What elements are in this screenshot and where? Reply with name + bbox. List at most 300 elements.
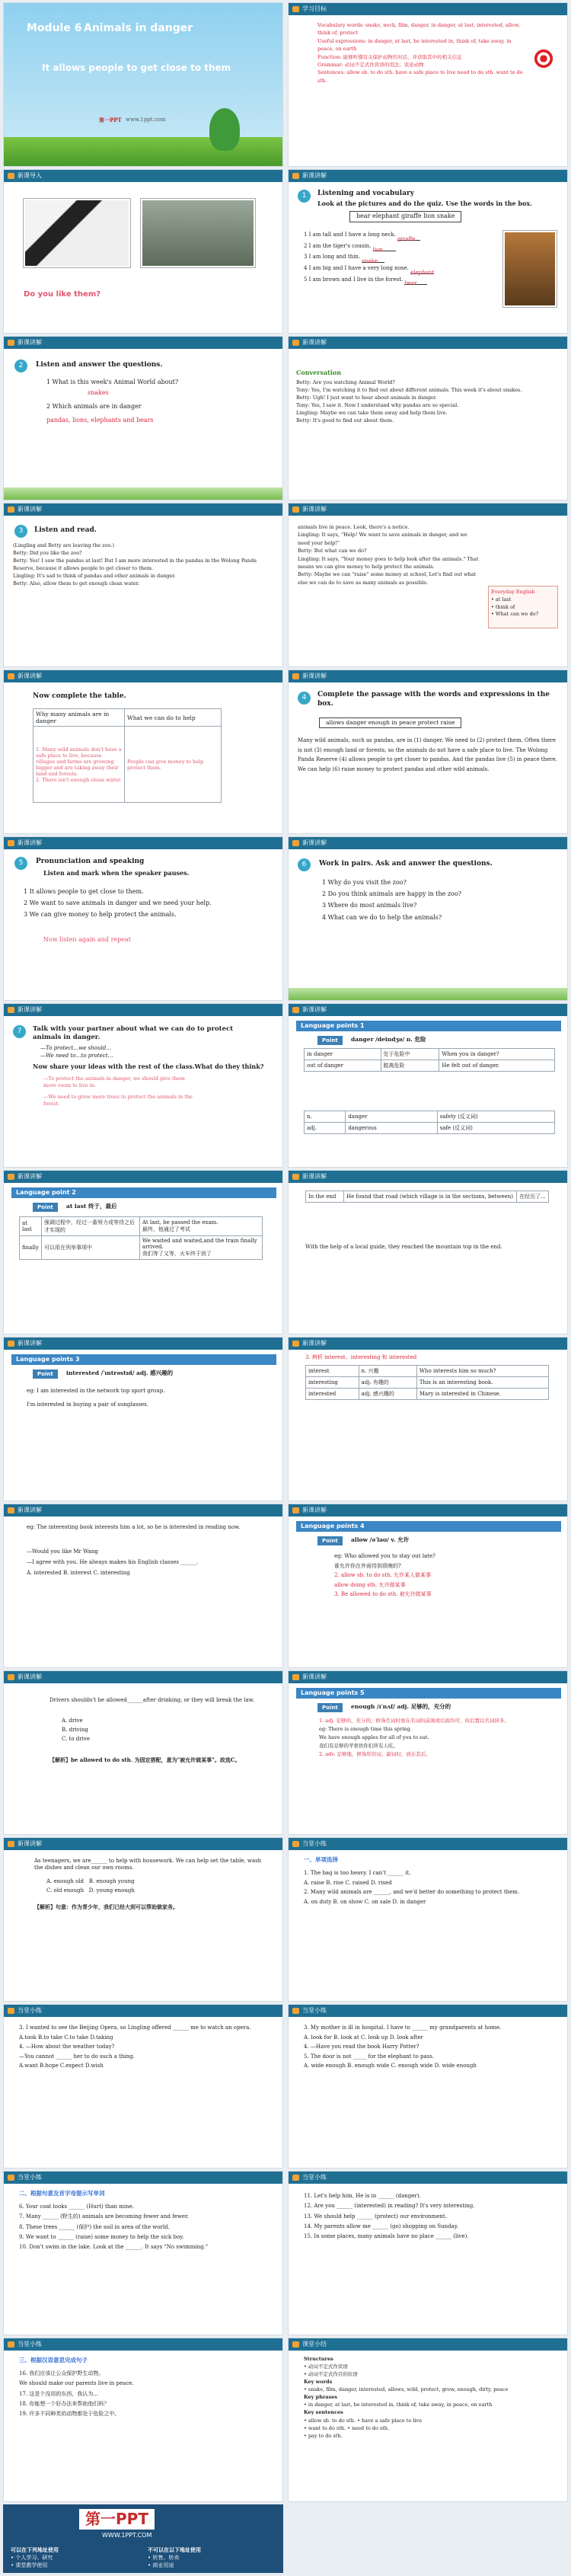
header-icon xyxy=(292,340,299,346)
table-row: n. danger safety (反义词) xyxy=(305,1111,555,1123)
exercise-question: 13. We should help ______ (protect) our environment. xyxy=(304,2213,447,2220)
slide-practice-allow xyxy=(3,1670,283,1835)
activity-title: Listen and answer the questions. xyxy=(36,361,163,369)
conversation-title: Conversation xyxy=(296,369,342,376)
header-new: 新课讲解 xyxy=(4,1504,282,1517)
exercise-question: As teenagers, we are______ to help with housework. We can help set the table, wash the dishes and clean our own rooms. xyxy=(34,1858,262,1871)
dialogue-line: —I agree with you. He always makes his English classes ______. xyxy=(27,1559,199,1565)
activity-instruction: Look at the pictures and do the quiz. Use the words in the box. xyxy=(317,200,532,207)
exercise-question: 10. Don't swim in the lake. Look at the ______. It says "No swimming." xyxy=(19,2244,209,2251)
reading-line: Betty: Yes! I saw the pandas at last! But I am more interested in the pandas in the Wolong Panda Reserve, because it allows people to get closer to them. xyxy=(13,558,257,572)
slide-language-3 xyxy=(3,1337,283,1501)
header-new: 新课讲解 xyxy=(4,670,282,682)
reading-line: Betty: Also, allow them to get enough clean water. xyxy=(13,580,140,587)
summary-item: • want to do sth. • need to do sth. xyxy=(304,2424,390,2431)
slide-practice-interest xyxy=(3,1504,283,1668)
header-icon xyxy=(8,1174,14,1180)
header-new: 新课讲解 xyxy=(289,503,567,516)
exercise-question: 12. Are you ______ (interested) in reading? It's very interesting. xyxy=(304,2203,475,2210)
table-row: in danger 处于危险中 When you in danger? xyxy=(305,1049,555,1060)
note-line: 1. adj. 足够的，充分的，修饰名词时放在名词的前面或后面均可，但后置以名词居多。 xyxy=(319,1718,509,1724)
slide-ad xyxy=(3,2504,283,2573)
quiz-lines xyxy=(304,229,494,285)
brand-url[interactable]: WWW.1PPT.COM xyxy=(102,2532,152,2539)
slide-language-1 xyxy=(288,1003,568,1168)
exercise-title: 二、根据句意及首字母提示写单词 xyxy=(19,2190,105,2197)
point-title: allow /əˈlaʊ/ v. 允许 xyxy=(351,1536,410,1543)
header-practice: 当堂小练 xyxy=(4,2338,282,2351)
header-icon xyxy=(8,673,14,679)
slide-practice-1 xyxy=(288,1837,568,2002)
header-icon xyxy=(8,840,14,846)
summary-item: • allow sb. to do sth. • have a safe place to live xyxy=(304,2417,423,2424)
answer-2: pandas, lions, elephants and bears xyxy=(46,417,154,423)
exercise-question: 3. I wanted to see the Beijing Opera, so Lingling offered ______ me to watch an opera. xyxy=(19,2025,251,2031)
quiz-answer: elephant xyxy=(410,267,434,274)
header-icon xyxy=(292,1007,299,1013)
slide-pairs xyxy=(288,836,568,1001)
note-line: 3. Be allowed to do sth. 被允许做某事 xyxy=(334,1591,432,1598)
answer-options: A.took B.to take C.to take D.taking xyxy=(19,2034,113,2041)
exercise-question: 4. —How about the weather today? xyxy=(19,2044,115,2050)
exercise-list xyxy=(304,2191,555,2242)
exercise-question: 5. The door is not _____ for the elephant to pass. xyxy=(304,2053,435,2060)
question-2: 2 Which animals are in danger xyxy=(46,403,142,410)
goal-item: Function: 能够听懂有关保护动物的对话，并获取其中的相关信息 xyxy=(317,53,462,60)
question: 4 What can we do to help the animals? xyxy=(322,913,442,921)
exercise-question: 9. We want to ______ (raise) some money to help the sick boy. xyxy=(19,2233,184,2240)
header-new: 新课讲解 xyxy=(4,337,282,349)
header-icon xyxy=(8,1341,14,1347)
quiz-answer: bear xyxy=(404,278,427,285)
question: 2 Do you think animals are happy in the zoo? xyxy=(322,890,462,898)
slide-practice-2 xyxy=(3,2004,283,2169)
point-label: Point xyxy=(317,1703,343,1712)
slide-listen-read-2 xyxy=(288,503,568,667)
note-item: • What can we do? xyxy=(491,611,539,618)
disallowed-list: 不可以在以下地址使用 • 转售、转卖 • 商业用途 xyxy=(148,2547,201,2568)
cover-site: www.1ppt.com xyxy=(126,117,166,123)
repeat-prompt: Now listen again and repeat xyxy=(43,936,131,943)
conversation-lines xyxy=(296,379,559,424)
point-title: danger /deindʒə/ n. 危险 xyxy=(351,1036,426,1043)
reading-line: animals live in peace. Look, there's a notice. xyxy=(298,524,410,530)
prompt-line: —To protect…we should… xyxy=(40,1045,112,1051)
header-new: 新课讲解 xyxy=(289,837,567,849)
header-practice: 当堂小练 xyxy=(4,2005,282,2017)
slide-language-5 xyxy=(288,1670,568,1835)
explanation: 【解析】be allowed to do sth. 为固定搭配，意为"被允许做某事"。故选C。 xyxy=(49,1756,241,1763)
slide-listen-read xyxy=(3,503,283,667)
summary-heading: Key words xyxy=(304,2379,333,2386)
activity-title: Listening and vocabulary xyxy=(317,190,415,197)
note-line: allow doing sth. 允许做某事 xyxy=(334,1581,406,1588)
note-line: 我们有足够的苹果供你们所有人吃。 xyxy=(319,1743,398,1750)
dialogue-line: Betty: Ugh! I just want to hear about animals in danger. xyxy=(296,395,437,401)
option[interactable]: D. young enough xyxy=(88,1887,135,1894)
activity-number: 2 xyxy=(14,360,27,372)
table-cell: People can give money to help protect them. xyxy=(125,727,222,803)
exercise-question: 8. These trees ______ (保护) the soil in area of the world. xyxy=(19,2223,170,2230)
reading-line: Lingling: It's sad to think of pandas and other animals in danger. xyxy=(13,573,176,580)
reading-line: (Lingling and Betty are leaving the zoo.) xyxy=(13,542,115,548)
exercise-question: 2. Many wild animals are ______, and we'd better do something to protect them. xyxy=(304,1889,520,1896)
example-sentence: eg: The interesting book interests him a lot, so he is interested in reading now. xyxy=(27,1524,241,1530)
header-practice: 当堂小练 xyxy=(289,1838,567,1850)
header-icon xyxy=(8,340,14,346)
table-cell: 1. Many wild animals don't have a safe place to live, because villages and farms are growing bigger and are taking away their land and forests. 2. There isn't enough clean water. xyxy=(33,727,125,803)
question-list xyxy=(322,877,461,923)
activity-number: 5 xyxy=(14,857,27,870)
header-icon xyxy=(8,173,14,179)
slide-language-2 xyxy=(3,1170,283,1334)
dialogue-line: Betty: Are you watching Animal World? xyxy=(296,379,395,385)
activity-title: Listen and read. xyxy=(34,526,97,534)
header-practice: 当堂小练 xyxy=(289,2005,567,2017)
table-row: interesting adj. 有趣的 This is an interesting book. xyxy=(306,1377,549,1389)
point-title: at last 终于，最后 xyxy=(66,1203,117,1210)
table-row: interest n. 兴趣 Who interests him so much? xyxy=(306,1366,549,1377)
quiz-answer: lion xyxy=(373,244,396,251)
header-icon xyxy=(292,1674,299,1680)
form-table xyxy=(304,1111,555,1134)
answer-options: A. wide enough B. enough wide C. enough wide D. wide enough xyxy=(304,2063,477,2069)
header-icon xyxy=(292,1507,299,1513)
option[interactable]: A. enough old xyxy=(46,1878,85,1884)
module-title: Animals in danger xyxy=(84,22,193,34)
slide-language-3b xyxy=(288,1337,568,1501)
word-box: bear elephant giraffe lion snake xyxy=(349,211,461,222)
cover-subtitle: It allows people to get close to them xyxy=(42,62,231,73)
question-1: 1 What is this week's Animal World about? xyxy=(46,379,179,385)
tree-icon xyxy=(209,108,240,151)
snake-photo xyxy=(503,231,557,307)
exercise-question: Drivers shouldn't be allowed______after drinking, or they will break the law. xyxy=(49,1697,255,1703)
usage-table xyxy=(305,1191,549,1203)
note-line: 2. adv. 足够地，修饰形容词、副词时，放在其后。 xyxy=(319,1751,431,1758)
header-new: 新课讲解 xyxy=(289,1671,567,1683)
reading-line: Betty: Did you like the zoo? xyxy=(13,550,82,557)
sentence-list xyxy=(24,886,212,921)
reading-text xyxy=(13,542,276,587)
usage-table xyxy=(304,1048,555,1072)
exercise-list xyxy=(304,1868,555,1906)
header-icon xyxy=(292,6,299,12)
header-new: 新课讲解 xyxy=(4,1004,282,1016)
slide-practice-enough xyxy=(3,1837,283,2002)
slide-practice-6 xyxy=(3,2338,283,2502)
header-new: 新课讲解 xyxy=(4,1338,282,1350)
point-title: enough /ɪˈnʌf/ adj. 足够的，充分的 xyxy=(351,1703,451,1710)
activity-title: Complete the passage with the words and expressions in the box. xyxy=(317,691,550,708)
option[interactable]: B. enough young xyxy=(88,1878,135,1884)
exercise-question: 6. Your coat looks ______ (Hurt) than mine. xyxy=(19,2204,134,2210)
exercise-question: 17. 这是个没用的东西，我认为... xyxy=(19,2390,99,2397)
slide-cover xyxy=(3,2,283,167)
quiz-line: 2 I am the tiger's cousin. lion xyxy=(304,241,494,252)
dialogue-line: Lingling: Maybe we can take them away and help them live. xyxy=(296,410,448,417)
goal-item: Useful expressions: in danger, at last, be interested in, think of, take away, in peace, on earth xyxy=(317,37,512,53)
compare-table xyxy=(305,1365,549,1400)
header-summary: 课堂小结 xyxy=(289,2338,567,2351)
activity-number: 6 xyxy=(298,858,311,871)
table-row: adj. dangerous safe (反义词) xyxy=(305,1123,555,1134)
reading-line: Lingling: It says, "Your money goes to help look after the animals." That means we can give money to help protect the animals. xyxy=(298,555,479,570)
table-row: In the end He found that road (which village is in the sections, between) 在经历了... xyxy=(306,1191,549,1203)
header-practice: 当堂小练 xyxy=(289,2172,567,2184)
exercise-question: 15. In some places, many animals have no place ______ (live). xyxy=(304,2233,469,2240)
slide-practice-4 xyxy=(3,2171,283,2335)
elephant-photo xyxy=(141,199,255,267)
exercise-list xyxy=(19,2369,270,2419)
activity-title: Talk with your partner about what we can do to protect animals in danger. xyxy=(33,1025,234,1042)
answer-options xyxy=(62,1717,90,1744)
grass-strip xyxy=(4,487,282,500)
header-new: 新课讲解 xyxy=(289,1338,567,1350)
answer-1: snakes xyxy=(88,389,109,396)
header-new: 新课讲解 xyxy=(289,1171,567,1183)
note-line: eg: There is enough time this spring. xyxy=(319,1726,412,1733)
slide-talk xyxy=(3,1003,283,1168)
exercise-question: 7. Many ______ (野生的) animals are becoming fewer and fewer. xyxy=(19,2213,189,2220)
question: 1 Why do you visit the zoo? xyxy=(322,879,407,886)
grass-decoration xyxy=(4,137,282,166)
note-title: Everyday English xyxy=(491,589,535,595)
sentence: 1 It allows people to get close to them. xyxy=(24,888,144,895)
activity-title: Work in pairs. Ask and answer the questions. xyxy=(319,860,493,868)
header-intro: 新课导入 xyxy=(4,170,282,182)
table-header: What we can do to help xyxy=(125,709,222,727)
header-new: 新课讲解 xyxy=(4,503,282,516)
answer-options: A. on duty B. on show C. on sale D. in danger xyxy=(304,1898,426,1905)
table-row: out of danger 脱离危险 He felt out of danger. xyxy=(305,1060,555,1072)
header-icon xyxy=(292,1174,299,1180)
slide-language-4 xyxy=(288,1504,568,1668)
exercise-question: 19. 许多不同种类的动物都处于危险之中。 xyxy=(19,2411,120,2418)
goal-list xyxy=(317,21,523,85)
exercise-question: 1. The bag is too heavy. I can't ______ it. xyxy=(304,1870,411,1876)
slide-summary xyxy=(288,2338,568,2502)
explanation: 【解析】句意：作为青少年，我们已经大到可以帮助做家务。 xyxy=(34,1903,178,1910)
language-points-bar: Language points 1 xyxy=(296,1021,561,1031)
exercise-list xyxy=(304,2023,555,2071)
prompt-line: —We need to…to protect… xyxy=(40,1053,113,1059)
dialogue-line: Tony: Yes, I'm watching it to find out about different animals. This week it's about snakes. xyxy=(296,387,522,394)
slide-passage xyxy=(288,670,568,834)
header-icon xyxy=(8,1841,14,1847)
summary-heading: Key sentences xyxy=(304,2409,343,2416)
header-icon xyxy=(8,1007,14,1013)
quiz-answer: snake xyxy=(362,256,384,263)
point-notes xyxy=(334,1552,555,1600)
activity-sub: Listen and mark when the speaker pauses. xyxy=(43,869,190,877)
complete-table xyxy=(33,708,222,803)
table-row: finally 可以用在列举事项中 We waited and waited,and the train finally arrived. 我们等了又等，火车终于到了 xyxy=(20,1236,263,1260)
note-item: • think of xyxy=(491,603,515,610)
share-prompt: Now share your ideas with the rest of the class.What do they think? xyxy=(33,1063,264,1070)
reading-line: Betty: Maybe we can "raise" some money at school, Let's find out what else we can do to save as many animals as possible. xyxy=(298,571,477,586)
option[interactable]: C. old enough xyxy=(46,1887,85,1894)
header-icon xyxy=(292,2008,299,2014)
usage-table xyxy=(19,1216,263,1260)
summary-heading: Key phrases xyxy=(304,2394,338,2401)
dialogue-line: Tony: Yes, I saw it. Now I understand why pandas are so special. xyxy=(296,402,459,409)
dialogue-line: Betty: It's good to find out about them. xyxy=(296,417,394,424)
compare-title: 3. 辨析 interest、interesting 和 interested xyxy=(305,1354,417,1360)
note-line: 2. allow sb. to do sth. 允许某人做某事 xyxy=(334,1572,432,1579)
header-icon xyxy=(292,840,299,846)
example-sentence: eg: I am interested in the network top sport group. xyxy=(27,1388,165,1394)
activity-title: Pronunciation and speaking xyxy=(36,858,145,865)
header-icon xyxy=(8,507,14,513)
slide-pronunciation xyxy=(3,836,283,1001)
point-label: Point xyxy=(33,1203,58,1212)
summary-content xyxy=(304,2355,559,2440)
activity-number: 1 xyxy=(298,190,311,203)
example-sentence: With the help of a local guide, they reached the mountain top in the end. xyxy=(305,1244,502,1250)
quiz-line: 4 I am big and I have a very long nose. elephant xyxy=(304,265,435,276)
activity-number: 4 xyxy=(298,692,311,705)
panda-photo xyxy=(24,199,130,267)
exercise-question: We should make our parents live in peace. xyxy=(19,2380,134,2387)
exercise-list xyxy=(19,2023,270,2071)
slide-practice-5 xyxy=(288,2171,568,2335)
reading-line: Lingling: It says, "Help! We want to save animals in danger, and we need your help!" xyxy=(298,532,467,546)
slide-conversation xyxy=(288,336,568,500)
example-sentence: I'm interested in buying a pair of sunglasses. xyxy=(27,1401,148,1408)
exercise-title: 三、根据汉语意思完成句子 xyxy=(19,2357,88,2363)
reading-text xyxy=(298,523,480,586)
header-icon xyxy=(8,1674,14,1680)
summary-item: • 动词不定式作宾语 xyxy=(304,2363,348,2370)
point-label: Point xyxy=(33,1369,58,1379)
goal-item: Grammar: 动词不定式作宾语的用法；谈论动物 xyxy=(317,61,424,68)
header-icon xyxy=(292,2175,299,2181)
summary-item: • pay to do sth. xyxy=(304,2432,343,2439)
exercise-question: —You cannot ______ her to do such a thing. xyxy=(19,2053,135,2060)
header-new: 新课讲解 xyxy=(4,1171,282,1183)
target-icon xyxy=(534,49,553,69)
point-title: interested /ˈɪntrəstɪd/ adj. 感兴趣的 xyxy=(66,1369,174,1376)
allowed-list: 可以在下列地址使用 • 个人学习、研究 • 课堂教学使用 xyxy=(11,2547,59,2568)
exercise-question: 3. My mother is ill in hospital. I have to ______ my grandparents at home. xyxy=(304,2025,502,2031)
reading-line: Betty: But what can we do? xyxy=(298,548,367,555)
header-icon xyxy=(8,1507,14,1513)
answer-options: A. look for B. look at C. look up D. look after xyxy=(304,2034,423,2041)
activity-title: Now complete the table. xyxy=(33,692,126,700)
exercise-question: 4. —Have you read the book Harry Potter? xyxy=(304,2044,419,2050)
note-item: • at last xyxy=(491,596,512,602)
brand-logo: 第一PPT xyxy=(79,2509,155,2530)
answer-options: A. interested B. interest C. interesting xyxy=(27,1570,130,1576)
note-line: eg: Who allowed you to stay out late? xyxy=(334,1553,435,1559)
exercise-list xyxy=(19,2202,270,2252)
header-new: 新课讲解 xyxy=(4,1671,282,1683)
table-header: Why many animals are in danger xyxy=(33,709,125,727)
exercise-question: 14. My parents allow me ______ (go) shopping on Sunday. xyxy=(304,2223,459,2229)
point-label: Point xyxy=(317,1036,343,1045)
word-box: allows danger enough in peace protect raise xyxy=(319,718,461,728)
goal-item: Vocabulary words: snake, neck, film, danger, in danger, at last, interested, allow, think of, protect xyxy=(317,22,520,37)
slide-practice-3 xyxy=(288,2004,568,2169)
passage-text: Many wild animals, such as pandas, are in (1) danger. We need to (2) protect them. Often there is not (3) enough land or forests, so the animals do not have a safe place to live. The Wolong Panda Reserve (4) allows people to get closer to pandas. And the pandas live (5) in peace there. We can help (6) raise money to protect pandas and other wild animals. xyxy=(298,737,557,772)
header-icon xyxy=(8,2175,14,2181)
option[interactable]: C. to drive xyxy=(62,1735,90,1742)
answer-options xyxy=(46,1878,199,1896)
header-icon xyxy=(292,673,299,679)
slide-listen xyxy=(3,336,283,500)
exercise-title: 一、单项选择 xyxy=(304,1856,338,1863)
sample-answer: —To protect the animals in danger, we should give them more room to live in. xyxy=(43,1075,185,1088)
summary-item: • 动词不定式作目的状语 xyxy=(304,2371,358,2378)
header-goals: 学习目标 xyxy=(289,3,567,15)
header-icon xyxy=(292,1341,299,1347)
answer-options: A.want B.hope C.expect D.wish xyxy=(19,2063,104,2069)
slide-table xyxy=(3,670,283,834)
sentence: 3 We can give money to help protect the animals. xyxy=(24,911,177,919)
header-new: 新课讲解 xyxy=(289,1504,567,1517)
module-label: Module 6 xyxy=(27,22,82,34)
exercise-question: 11. Let's help him. He is in ______ (danger). xyxy=(304,2193,421,2199)
header-new: 新课讲解 xyxy=(289,337,567,349)
point-label: Point xyxy=(317,1536,343,1545)
quiz-line: 1 I am tall and I have a long neck. giraffe xyxy=(304,229,494,241)
sample-answer: —We need to grow more trees to protect the animals in the forest. xyxy=(43,1094,193,1107)
answer-options: A. raise B. rise C. raised D. rised xyxy=(304,1879,392,1886)
summary-heading: Structures xyxy=(304,2356,333,2362)
slide-intro xyxy=(3,169,283,334)
activity-number: 7 xyxy=(13,1025,26,1038)
header-icon xyxy=(292,173,299,179)
sentence: 2 We want to save animals in danger and we need your help. xyxy=(24,900,212,907)
summary-item: • in danger, at last, be interested in, think of, take away, in peace, on earth xyxy=(304,2402,493,2408)
intro-question: Do you like them? xyxy=(24,290,101,299)
table-row: at last 强调过程中，经过一番努力或等待之后才实现的 At last, he passed the exam. 最终，他通过了考试 xyxy=(20,1217,263,1236)
header-icon xyxy=(292,1841,299,1847)
cover-logo: 第一PPT xyxy=(99,117,122,123)
header-new: 新课讲解 xyxy=(289,170,567,182)
language-points-bar: Language points 3 xyxy=(11,1354,276,1365)
note-line: We have enough apples for all of you to eat. xyxy=(319,1734,429,1741)
slide-goals xyxy=(288,2,568,167)
slide-vocab xyxy=(288,169,568,334)
header-icon xyxy=(292,2341,299,2347)
exercise-question: 16. 我们应该让公众保护野生动物。 xyxy=(19,2370,104,2376)
header-icon xyxy=(8,2008,14,2014)
table-row: interested adj. 感兴趣的 Mary is interested in Chinese. xyxy=(306,1389,549,1400)
grass-strip xyxy=(289,988,567,1000)
point-notes xyxy=(319,1717,555,1759)
language-points-bar: Language points 4 xyxy=(296,1521,561,1532)
exercise-question: 18. 你能想一个好办法来帮助他们吗？ xyxy=(19,2400,110,2407)
language-points-bar: Language points 5 xyxy=(296,1688,561,1699)
header-icon xyxy=(292,507,299,513)
note-line: 谁允许你在外面待到很晚的? xyxy=(334,1562,401,1569)
option[interactable]: A. drive xyxy=(62,1718,83,1724)
quiz-answer: giraffe xyxy=(397,234,420,241)
dialogue-line: —Would you like Mr Wang xyxy=(27,1548,98,1555)
header-icon xyxy=(8,2341,14,2347)
question: 3 Where do most animals live? xyxy=(322,902,417,909)
option[interactable]: B. driving xyxy=(62,1726,88,1733)
header-new: 新课讲解 xyxy=(4,837,282,849)
everyday-english-box xyxy=(488,586,558,628)
header-practice: 当堂小练 xyxy=(4,2172,282,2184)
slide-language-2b xyxy=(288,1170,568,1334)
header-new: 新课讲解 xyxy=(4,1838,282,1850)
quiz-line: 5 I am brown and I live in the forest. bear xyxy=(304,274,494,286)
language-points-bar: Language point 2 xyxy=(11,1187,276,1198)
